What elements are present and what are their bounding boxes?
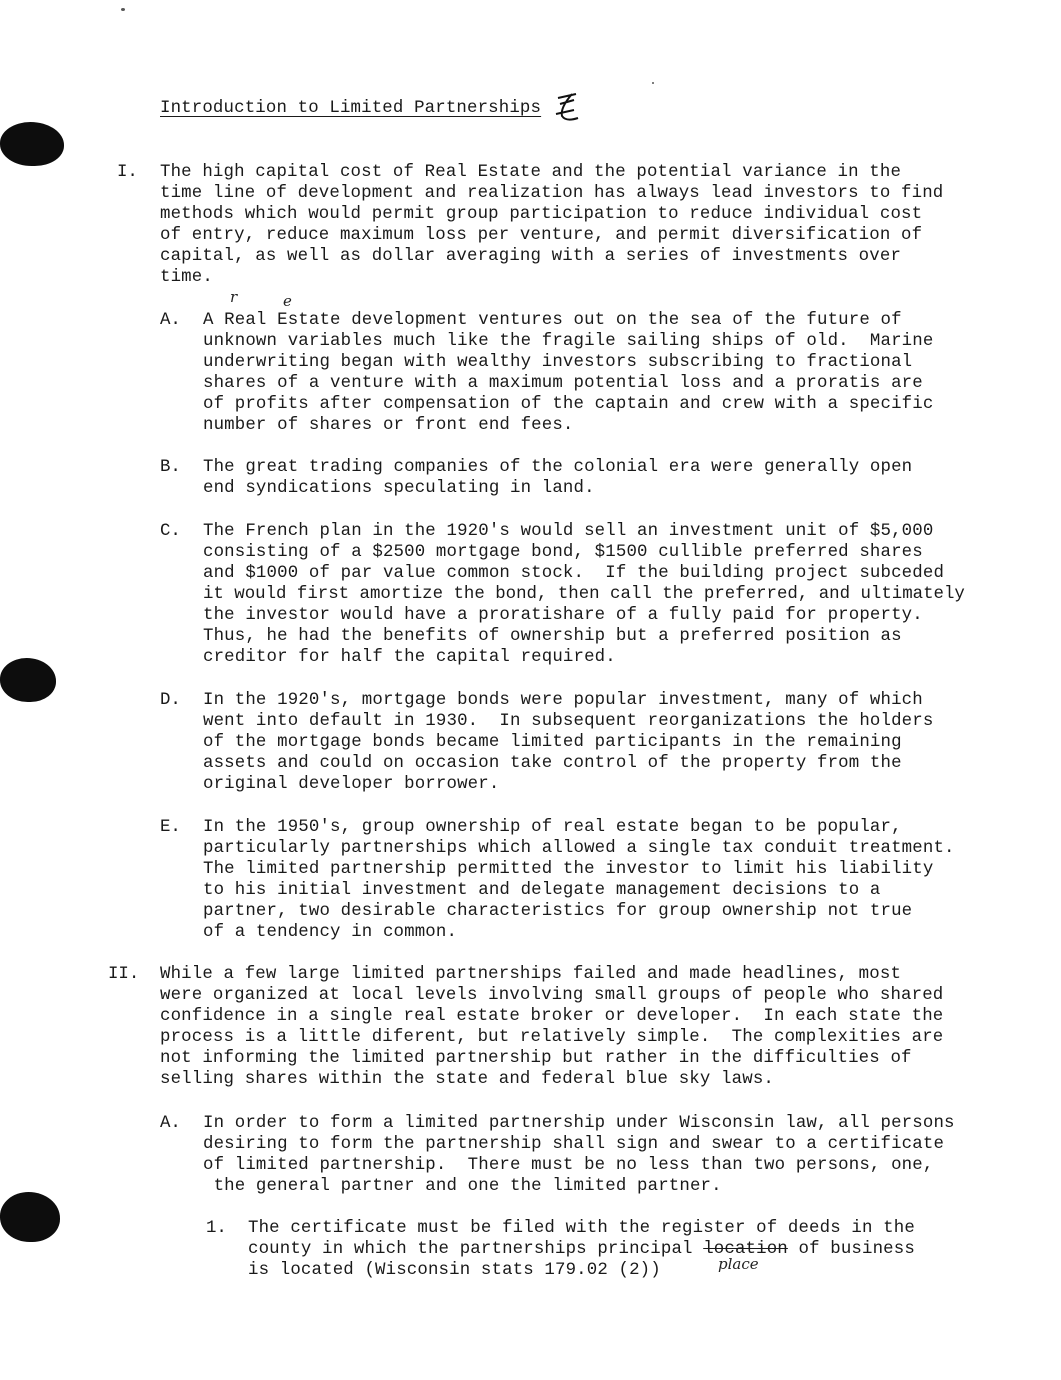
- subsection-ib-line: The great trading companies of the colonial era were generally open: [203, 458, 913, 477]
- subsection-ie-line: to his initial investment and delegate management decisions to a: [203, 881, 881, 900]
- section-i-marker: I.: [117, 163, 138, 182]
- subsection-ie-line: particularly partnerships which allowed a single tax conduit treatment.: [203, 839, 955, 858]
- section-i-line: time line of development and realization has always lead investors to find: [160, 184, 944, 203]
- item-1-text: of business: [787, 1240, 915, 1259]
- subsection-iia-marker: A.: [160, 1114, 181, 1133]
- subsection-id-line: of the mortgage bonds became limited participants in the remaining: [203, 733, 902, 752]
- item-1-line: [248, 1239, 915, 1260]
- document-title: Introduction to Limited Partnerships: [160, 99, 542, 118]
- subsection-ia-line: A Real Estate development ventures out on the sea of the future of: [203, 311, 902, 330]
- handwritten-annotation-e: e: [283, 292, 292, 310]
- speck: [652, 82, 654, 84]
- subsection-ic-line: and $1000 of par value common stock. If the building project subceded: [203, 564, 945, 583]
- subsection-id-marker: D.: [160, 691, 181, 710]
- section-ii-line: selling shares within the state and federal blue sky laws.: [160, 1070, 774, 1089]
- subsection-iia-line: In order to form a limited partnership under Wisconsin law, all persons: [203, 1114, 955, 1133]
- section-i-line: of entry, reduce maximum loss per venture, and permit diversification of: [160, 226, 923, 245]
- item-1-marker: 1.: [206, 1219, 227, 1238]
- subsection-iia-line: desiring to form the partnership shall sign and swear to a certificate: [203, 1135, 945, 1154]
- subsection-iia-line: the general partner and one the limited partner.: [203, 1177, 722, 1196]
- item-1-text: county in which the partnerships principal: [248, 1240, 704, 1259]
- handwritten-correction: place: [718, 1255, 759, 1273]
- subsection-id-line: original developer borrower.: [203, 775, 500, 794]
- item-1-line: is located (Wisconsin stats 179.02 (2)): [248, 1261, 661, 1280]
- punch-hole-middle: [0, 658, 56, 702]
- section-ii-line: were organized at local levels involving small groups of people who shared: [160, 986, 944, 1005]
- section-ii-marker: II.: [108, 965, 140, 984]
- section-ii-line: not informing the limited partnership but rather in the difficulties of: [160, 1049, 912, 1068]
- speck: [121, 8, 125, 11]
- section-ii-line: process is a little diferent, but relatively simple. The complexities are: [160, 1028, 944, 1047]
- item-1-line: The certificate must be filed with the register of deeds in the: [248, 1219, 915, 1238]
- subsection-ic-line: the investor would have a proratishare of a fully paid for property.: [203, 606, 923, 625]
- subsection-ie-line: The limited partnership permitted the investor to limit his liability: [203, 860, 934, 879]
- section-i-line: capital, as well as dollar averaging with a series of investments over: [160, 247, 902, 266]
- subsection-ie-line: partner, two desirable characteristics for group ownership not true: [203, 902, 913, 921]
- subsection-ic-line: it would first amortize the bond, then call the preferred, and ultimately: [203, 585, 965, 604]
- section-i-line: time.: [160, 268, 213, 287]
- subsection-id-line: went into default in 1930. In subsequent reorganizations the holders: [203, 712, 934, 731]
- subsection-ic-line: consisting of a $2500 mortgage bond, $1500 cullible preferred shares: [203, 543, 923, 562]
- subsection-ia-line: shares of a venture with a maximum potential loss and a proratis are: [203, 374, 923, 393]
- subsection-ic-line: Thus, he had the benefits of ownership but a preferred position as: [203, 627, 902, 646]
- subsection-ib-line: end syndications speculating in land.: [203, 479, 595, 498]
- subsection-ie-marker: E.: [160, 818, 181, 837]
- struck-word: location: [703, 1240, 788, 1259]
- subsection-id-line: assets and could on occasion take control of the property from the: [203, 754, 902, 773]
- subsection-ic-marker: C.: [160, 522, 181, 541]
- subsection-iia-line: of limited partnership. There must be no less than two persons, one,: [203, 1156, 934, 1175]
- section-ii-line: confidence in a single real estate broker or developer. In each state the: [160, 1007, 944, 1026]
- handwritten-mark-icon: [552, 90, 582, 126]
- subsection-ie-line: In the 1950's, group ownership of real estate began to be popular,: [203, 818, 902, 837]
- subsection-ia-line: unknown variables much like the fragile sailing ships of old. Marine: [203, 332, 934, 351]
- subsection-ia-line: of profits after compensation of the captain and crew with a specific: [203, 395, 934, 414]
- subsection-ic-line: creditor for half the capital required.: [203, 648, 616, 667]
- subsection-ie-line: of a tendency in common.: [203, 923, 458, 942]
- section-i-line: methods which would permit group participation to reduce individual cost: [160, 205, 923, 224]
- subsection-ia-line: underwriting began with wealthy investors subscribing to fractional: [203, 353, 913, 372]
- section-i-line: The high capital cost of Real Estate and the potential variance in the: [160, 163, 902, 182]
- subsection-ib-marker: B.: [160, 458, 181, 477]
- section-ii-line: While a few large limited partnerships failed and made headlines, most: [160, 965, 902, 984]
- subsection-ia-marker: A.: [160, 311, 181, 330]
- punch-hole-top: [0, 122, 64, 166]
- handwritten-annotation-r: r: [230, 288, 238, 306]
- subsection-ic-line: The French plan in the 1920's would sell an investment unit of $5,000: [203, 522, 934, 541]
- punch-hole-bottom: [0, 1192, 60, 1242]
- subsection-ia-line: number of shares or front end fees.: [203, 416, 574, 435]
- subsection-id-line: In the 1920's, mortgage bonds were popular investment, many of which: [203, 691, 923, 710]
